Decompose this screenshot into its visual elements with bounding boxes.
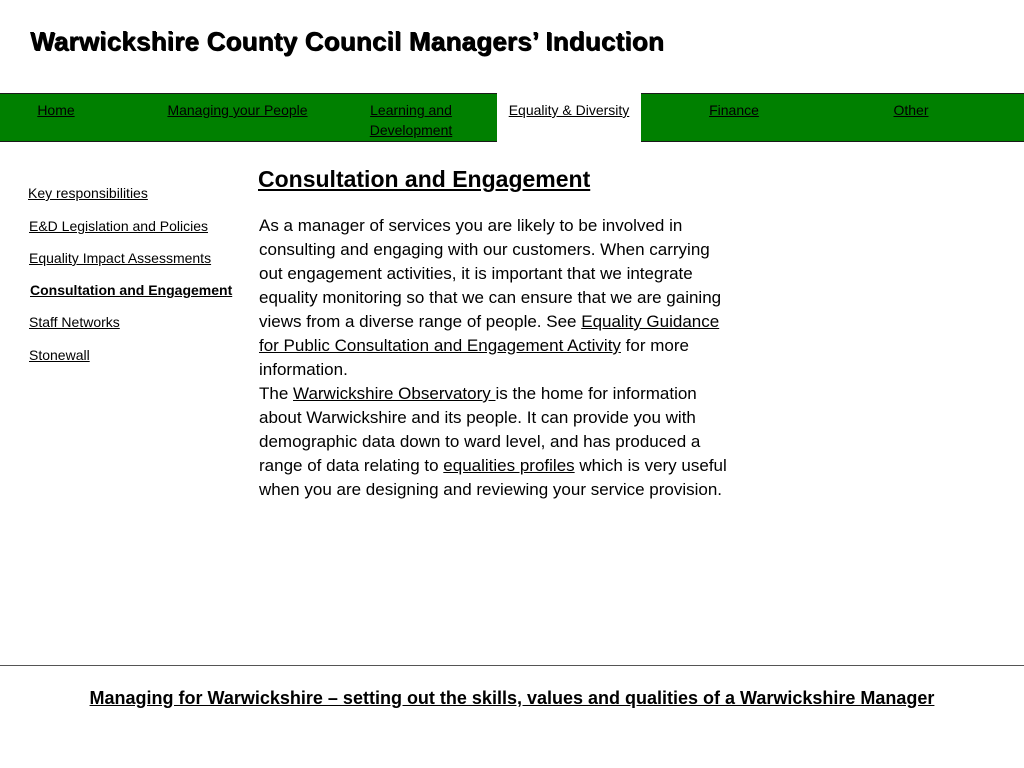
equalities-profiles-link[interactable]: equalities profiles [443,456,575,475]
paragraph-text: which is very useful when you are designing and reviewing your service provision. [259,456,727,499]
tab-managing-your-people[interactable]: Managing your People [167,102,308,118]
observatory-paragraph [259,382,734,502]
paragraph-text: The [259,384,294,403]
warwickshire-observatory-link[interactable]: Warwickshire Observatory [293,384,496,403]
footer-divider [0,665,1024,666]
sidebar-item-equality-impact-assessments[interactable]: Equality Impact Assessments [29,250,212,266]
intro-paragraph [259,214,734,382]
tab-finance[interactable]: Finance [709,102,759,118]
tab-other[interactable]: Other [893,102,929,118]
equality-guidance-link[interactable]: Equality Guidance for Public Consultation and Engagement Activity [259,312,720,355]
section-heading: Consultation and Engagement [258,166,591,192]
sidebar-item-stonewall[interactable]: Stonewall [29,347,90,363]
paragraph-text: As a manager of services you are likely to be involved in consulting and engaging with our customers. When carrying out engagement activities, it is important that we integrate equality monitoring so that we can ensure that we are gaining views from a diverse range of people. See [259,216,722,331]
sidebar-item-staff-networks[interactable]: Staff Networks [29,314,120,330]
paragraph-text: for more information. [259,336,689,379]
footer-link[interactable]: Managing for Warwickshire – setting out the skills, values and qualities of a Warwickshire Manager [89,688,935,708]
sidebar-item-key-responsibilities[interactable]: Key responsibilities [28,185,148,201]
tab-learning-and-development[interactable]: Learning and Development [369,102,453,138]
paragraph-text: is the home for information about Warwickshire and its people. It can provide you with demographic data down to ward level, and has produced a range of data relating to [259,384,701,475]
page-title: Warwickshire County Council Managers’ Induction [30,26,664,56]
sidebar-item-consultation-engagement[interactable]: Consultation and Engagement [30,282,233,298]
nav-bar [0,93,1024,142]
sidebar-item-ed-legislation[interactable]: E&D Legislation and Policies [29,218,208,234]
tab-home[interactable]: Home [37,102,75,118]
tab-equality-diversity[interactable]: Equality & Diversity [497,93,641,143]
